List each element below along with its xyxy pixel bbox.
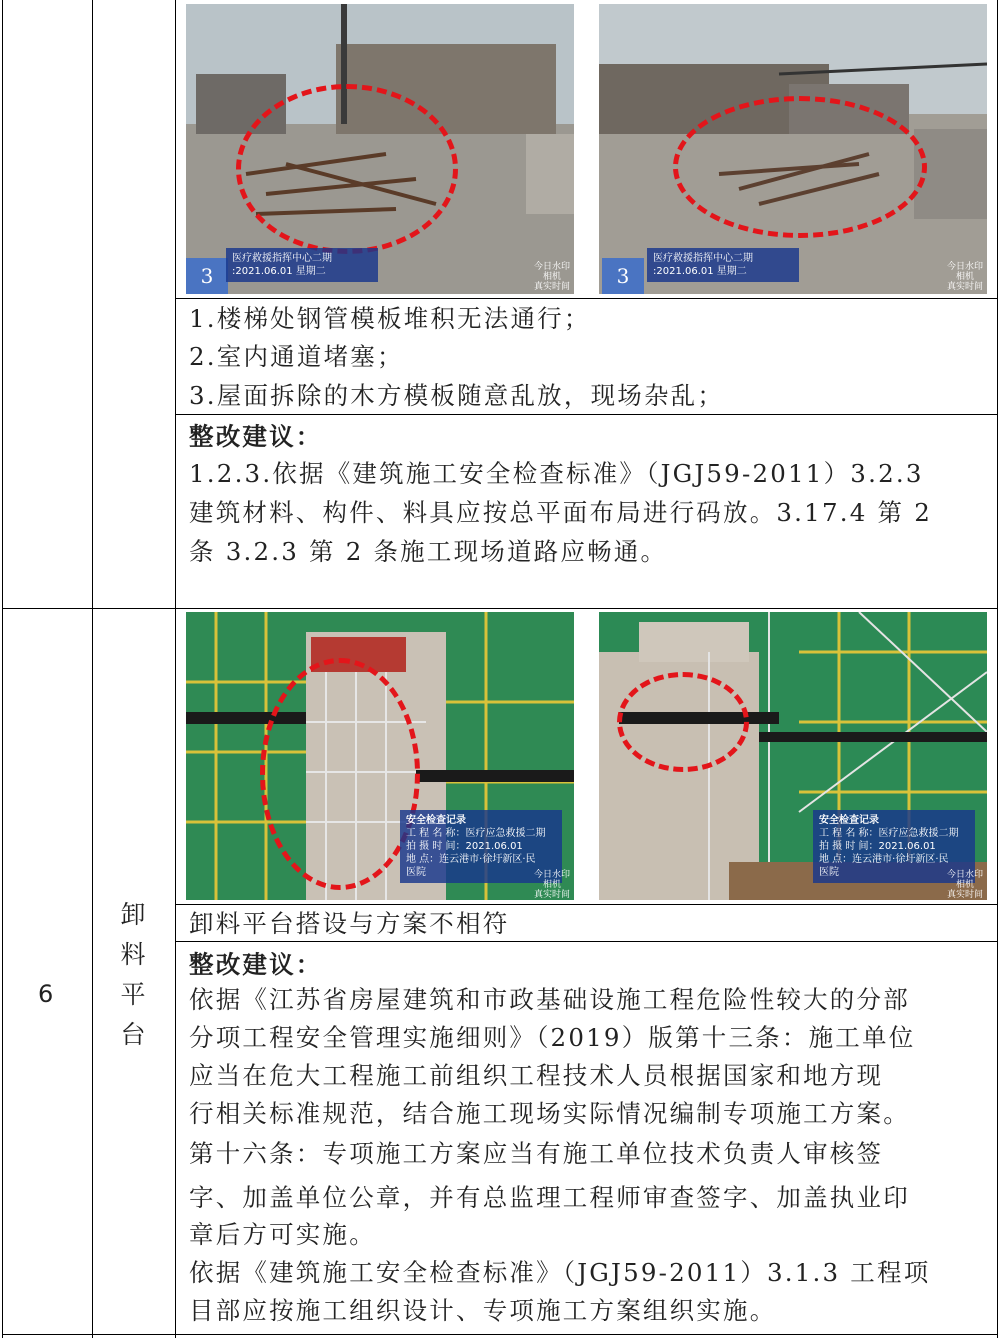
- hazard-marker-circle: [673, 96, 927, 238]
- photo-caption-stamp: [226, 248, 378, 282]
- stamp-location: 地 点：连云港市·徐圩新区·民: [406, 854, 536, 865]
- stamp-date: :2021.06.01 星期二: [653, 266, 747, 277]
- stamp-project: 工 程 名 称：医疗应急救援二期: [819, 828, 959, 839]
- issue-line: 1.楼梯处钢管模板堆积无法通行；: [189, 304, 591, 333]
- hazard-marker-circle: [236, 84, 458, 254]
- stamp-location: 地 点：连云港市·徐圩新区·民: [819, 854, 949, 865]
- cell-divider-row6-photos: [175, 904, 998, 905]
- cell-divider-upper-photos: [175, 298, 998, 299]
- suggestion-line: 1.2.3.依据《建筑施工安全检查标准》（JGJ59-2011）3.2.3: [189, 459, 924, 488]
- issue-line: 2.室内通道堵塞；: [189, 342, 404, 371]
- issue-line: 3.屋面拆除的木方模板随意乱放，现场杂乱；: [189, 381, 725, 410]
- site-photo-row6-right: [599, 612, 987, 900]
- table-border-right: [997, 0, 998, 1338]
- table-border-left: [2, 0, 3, 1338]
- stamp-title: 安全检查记录: [406, 815, 466, 826]
- suggestion-line: 依据《建筑施工安全检查标准》（JGJ59-2011）3.1.3 工程项: [189, 1258, 931, 1287]
- cell-divider-row6-issue: [175, 941, 998, 942]
- suggestion-line: 依据《江苏省房屋建筑和市政基础设施工程危险性较大的分部: [189, 985, 910, 1014]
- suggestion-line: 条 3.2.3 第 2 条施工现场道路应畅通。: [189, 537, 668, 566]
- stamp-title: 安全检查记录: [819, 815, 879, 826]
- hazard-marker-circle: [617, 672, 749, 772]
- suggestion-line: 行相关标准规范，结合施工现场实际情况编制专项施工方案。: [189, 1099, 910, 1128]
- suggestion-line: 第十六条：专项施工方案应当有施工单位技术负责人审核签: [189, 1139, 884, 1168]
- watermark-logo: 今日水印 相机 真实时间: [533, 262, 570, 292]
- suggestion-heading: 整改建议：: [189, 950, 323, 979]
- stamp-time: 拍 摄 时 间：2021.06.01: [819, 841, 936, 852]
- table-border-bottom: [2, 1334, 998, 1335]
- suggestion-line: 分项工程安全管理实施细则》（2019）版第十三条：施工单位: [189, 1023, 916, 1052]
- photo-number-badge: 3: [186, 258, 228, 294]
- stamp-project-name: 医疗救援指挥中心二期: [653, 253, 753, 264]
- watermark-logo: 今日水印 相机 真实时间: [533, 870, 570, 900]
- category-char: 平: [120, 980, 146, 1009]
- suggestion-line: 目部应按施工组织设计、专项施工方案组织实施。: [189, 1296, 777, 1325]
- site-photo-upper-right: [599, 4, 987, 294]
- watermark-logo: 今日水印 相机 真实时间: [946, 262, 983, 292]
- row-divider-top-5: [2, 608, 998, 609]
- hazard-marker-circle: [260, 658, 420, 890]
- photo-caption-stamp: [647, 248, 799, 282]
- stamp-project-name: 医疗救援指挥中心二期: [232, 253, 332, 264]
- site-photo-row6-left: [186, 612, 574, 900]
- suggestion-line: 字、加盖单位公章，并有总监理工程师审查签字、加盖执业印: [189, 1183, 910, 1212]
- category-char: 台: [120, 1020, 146, 1049]
- suggestion-heading: 整改建议：: [189, 422, 323, 451]
- category-char: 料: [120, 940, 146, 969]
- row-index: 6: [38, 980, 54, 1008]
- stamp-date: :2021.06.01 星期二: [232, 266, 326, 277]
- stamp-location-cont: 医院: [406, 867, 426, 878]
- category-char: 卸: [120, 900, 146, 929]
- suggestion-line: 应当在危大工程施工前组织工程技术人员根据国家和地方现: [189, 1061, 884, 1090]
- stamp-project: 工 程 名 称：医疗应急救援二期: [406, 828, 546, 839]
- site-photo-upper-left: [186, 4, 574, 294]
- watermark-logo: 今日水印 相机 真实时间: [946, 870, 983, 900]
- stamp-location-cont: 医院: [819, 867, 839, 878]
- photo-number-badge: 3: [602, 258, 644, 294]
- col-divider-1: [92, 0, 93, 1338]
- suggestion-line: 章后方可实施。: [189, 1220, 376, 1249]
- suggestion-line: 建筑材料、构件、料具应按总平面布局进行码放。3.17.4 第 2: [189, 498, 932, 527]
- cell-divider-upper-issues: [175, 414, 998, 415]
- issue-line: 卸料平台搭设与方案不相符: [189, 909, 510, 938]
- stamp-time: 拍 摄 时 间：2021.06.01: [406, 841, 523, 852]
- col-divider-2: [175, 0, 176, 1338]
